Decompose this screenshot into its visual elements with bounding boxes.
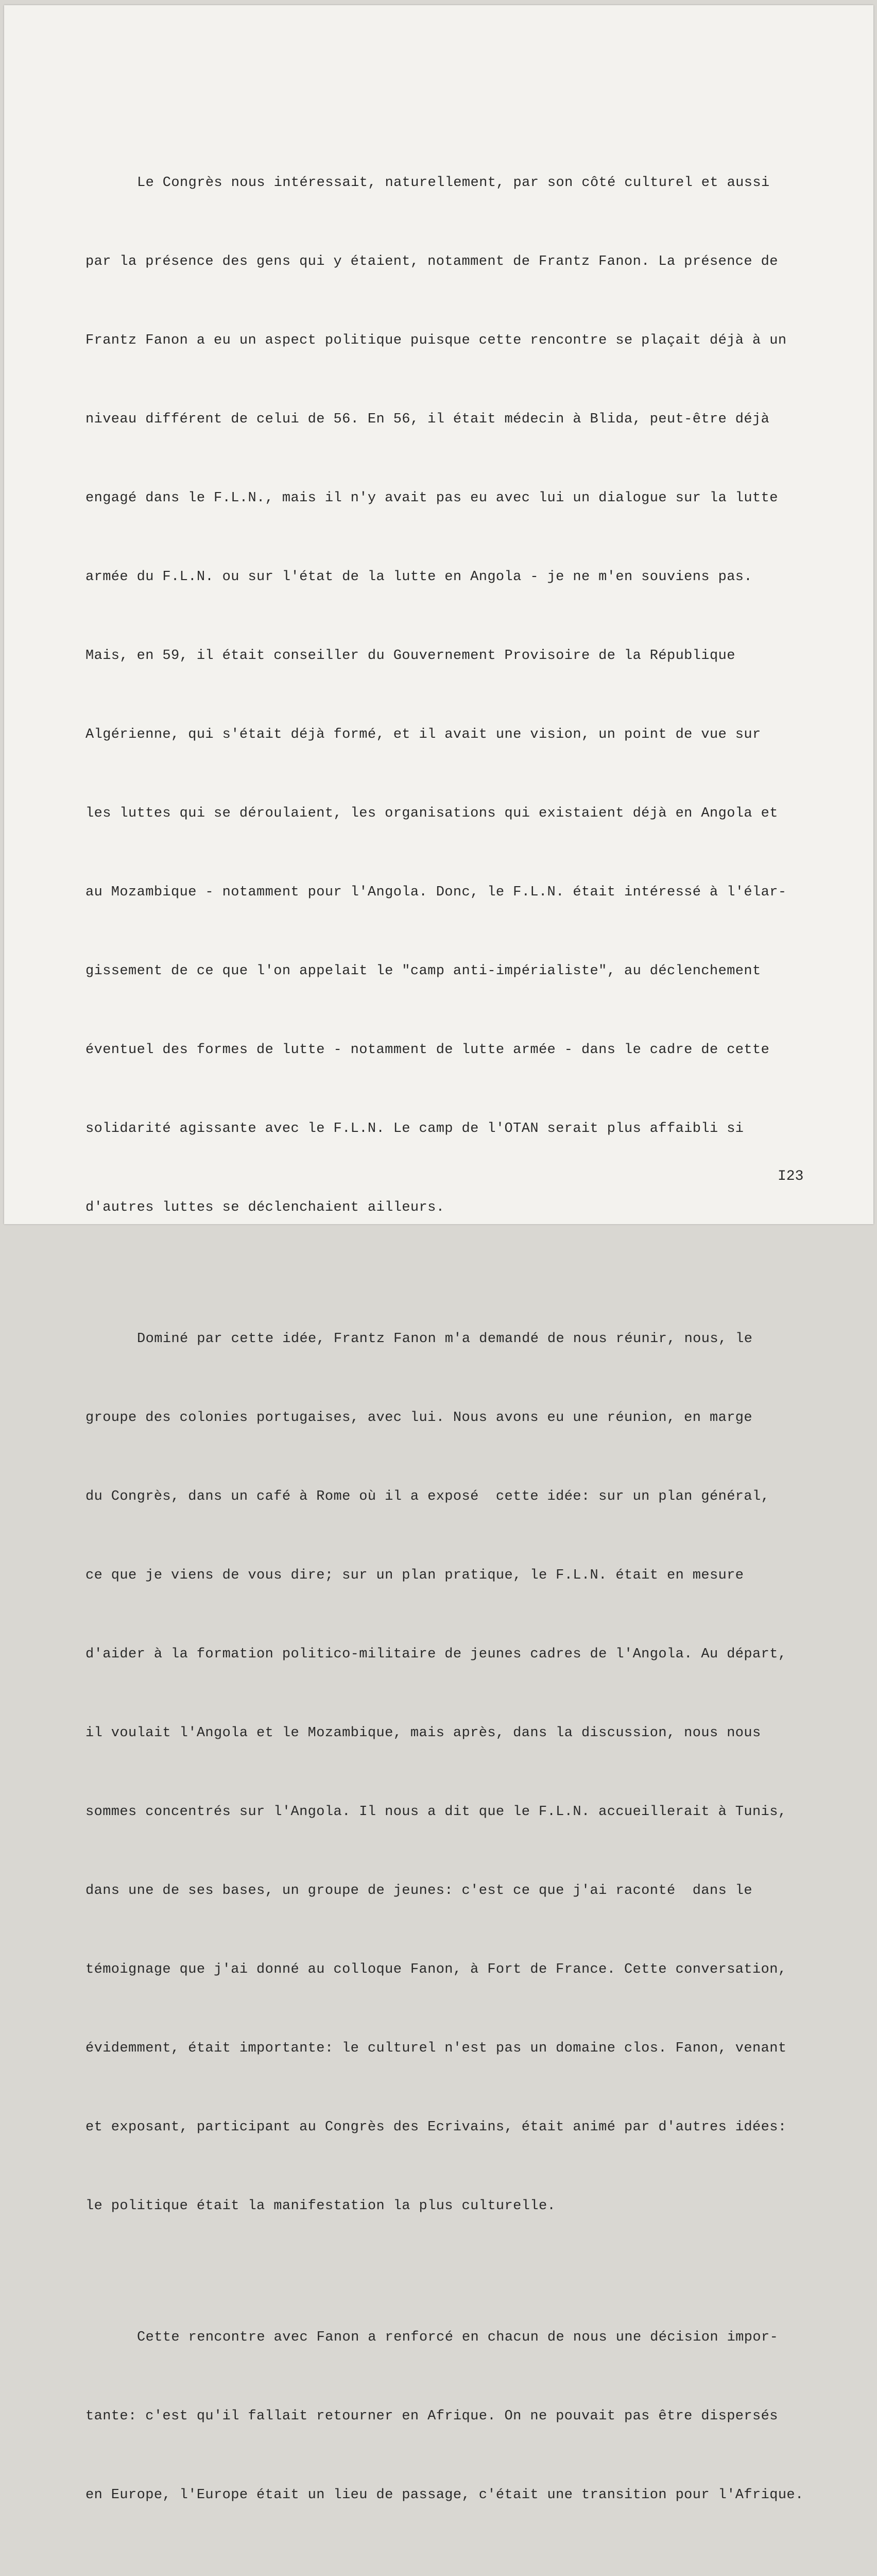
text-line: Cette rencontre avec Fanon a renforcé en chacun de nous une décision impor- <box>137 2330 779 2345</box>
text-line: d'aider à la formation politico-militaire de jeunes cadres de l'Angola. Au départ, <box>85 1647 787 1662</box>
text-line: par la présence des gens qui y étaient, notamment de Frantz Fanon. La présence de <box>85 254 778 269</box>
document-page <box>4 5 873 2503</box>
text-line: sommes concentrés sur l'Angola. Il nous a dit que le F.L.N. accueillerait à Tunis, <box>85 1804 787 1820</box>
text-line: du Congrès, dans un café à Rome où il a exposé cette idée: sur un plan général, <box>85 1489 770 1504</box>
text-line: en Europe, l'Europe était un lieu de passage, c'était une transition pour l'Afrique. <box>85 2487 804 2503</box>
text-line: Frantz Fanon a eu un aspect politique puisque cette rencontre se plaçait déjà à un <box>85 333 787 348</box>
text-line: groupe des colonies portugaises, avec lui. Nous avons eu une réunion, en marge <box>85 1410 753 1426</box>
text-line: Algérienne, qui s'était déjà formé, et il avait une vision, un point de vue sur <box>85 727 761 742</box>
text-line: ce que je viens de vous dire; sur un plan pratique, le F.L.N. était en mesure <box>85 1568 744 1583</box>
text-line: niveau différent de celui de 56. En 56, il était médecin à Blida, peut-être déjà <box>85 412 770 427</box>
text-line: évidemment, était importante: le culturel n'est pas un domaine clos. Fanon, venant <box>85 2041 787 2056</box>
text-line: gissement de ce que l'on appelait le "camp anti-impérialiste", au déclenchement <box>85 963 761 979</box>
text-line: éventuel des formes de lutte - notamment de lutte armée - dans le cadre de cette <box>85 1042 770 1058</box>
text-line: engagé dans le F.L.N., mais il n'y avait pas eu avec lui un dialogue sur la lutte <box>85 490 778 506</box>
text-line: d'autres luttes se déclenchaient ailleurs. <box>85 1200 445 1215</box>
text-line: Le Congrès nous intéressait, naturellement, par son côté culturel et aussi <box>137 175 770 191</box>
text-line: les luttes qui se déroulaient, les organisations qui existaient déjà en Angola et <box>85 806 778 821</box>
text-line: Dominé par cette idée, Frantz Fanon m'a demandé de nous réunir, nous, le <box>137 1331 753 1347</box>
text-line: au Mozambique - notamment pour l'Angola. Donc, le F.L.N. était intéressé à l'élar- <box>85 885 787 900</box>
page-number: I23 <box>778 1168 804 1184</box>
text-line: solidarité agissante avec le F.L.N. Le camp de l'OTAN serait plus affaibli si <box>85 1121 744 1137</box>
text-line: et exposant, participant au Congrès des Ecrivains, était animé par d'autres idées: <box>85 2120 787 2135</box>
text-line: Mais, en 59, il était conseiller du Gouvernement Provisoire de la République <box>85 648 735 664</box>
text-line: dans une de ses bases, un groupe de jeunes: c'est ce que j'ai raconté dans le <box>85 1883 753 1899</box>
typed-text-body <box>85 65 848 2576</box>
text-line: tante: c'est qu'il fallait retourner en Afrique. On ne pouvait pas être dispersés <box>85 2409 778 2424</box>
text-line: il voulait l'Angola et le Mozambique, mais après, dans la discussion, nous nous <box>85 1725 761 1741</box>
text-line: armée du F.L.N. ou sur l'état de la lutte en Angola - je ne m'en souviens pas. <box>85 569 753 585</box>
text-line: le politique était la manifestation la plus culturelle. <box>85 2198 556 2214</box>
text-line: témoignage que j'ai donné au colloque Fanon, à Fort de France. Cette conversation, <box>85 1962 787 1977</box>
